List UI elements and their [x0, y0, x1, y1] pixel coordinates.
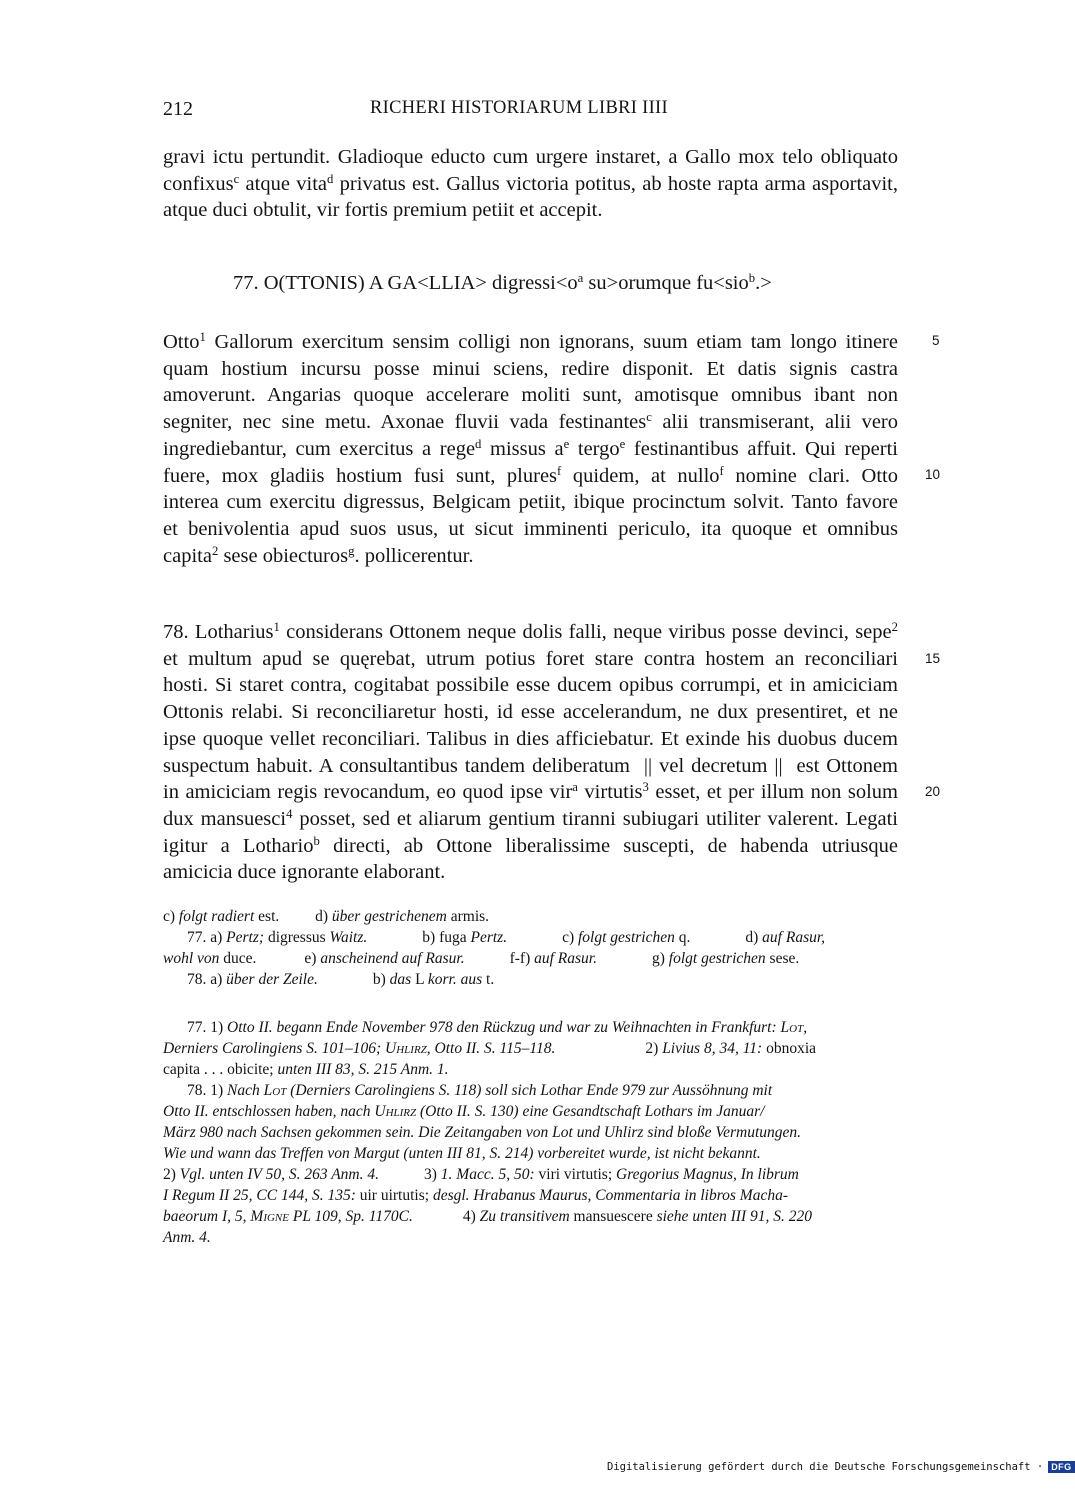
paragraph-77: Otto$^1$ Gallorum exercitum sensim colligi non ignorans, suum etiam tam longo itinere quam hostium incursu posse minui sciens, redire disponit. Et datis signis castra amoverunt. Angarias quoque accelerare moliti sunt, amotisque omnibus ibant non segniter, nec sine metu. Axonae fluvii vada festinantes$^c$ alii transmiserant, alii vero ingrediebantur, cum exercitus a rege$^d$ missus $a^e$ tergo$^e$ festinantibus affuit. Qui reperti fuere, mox gladiis hostium fusi sunt, plures$^f$ quidem, at nullo$^f$ nomine clari. Otto interea cum exercitu digressus, Belgicam petiit, ibique procinctum solvit. Tanto favore et benivolentia apud suos usus, ut sicut imminenti periculo, ita quoque et omnibus capita$^2$ sese obiecturos$^g$. pollicerentur. [163, 330, 898, 567]
paragraph-76-end: gravi ictu pertundit. Gladioque educto cum urgere instaret, a Gallo mox telo obliquato confixus$^c$ atque vita$^d$ privatus est. Gallus victoria potitus, ab hoste rapta arma asportavit, atque duci obtulit, vir fortis premium petiit et accepit. [163, 146, 899, 222]
paragraph-78: 78. Lotharius$^1$ considerans Ottonem neque dolis falli, neque viribus posse devinci, sepe$^2$ et multum apud se quęrebat, utrum potius foret stare contra hostem an reconciliari hosti. Si staret contra, cogitabat possibile esse ducem opibus corrumpi, et in amiciciam Ottonis relabi. Si reconciliaretur hosti, id esse accelerandum, ne dux presentiret, et ne ipse quoque vellet reconciliari. Talibus in dies afficiebatur. Et exinde his duobus ducem suspectum habuit. A consultantibus tandem deliberatum || vel decretum || est Ottonem in amiciciam regis revocandum, eo quod ipse vir$^a$ virtutis$^3$ esset, et per illum non solum dux mansuesci$^4$ posset, sed et aliarum gentium tiranni subiugari utiliter valerent. Legati igitur a Lothario$^b$ directi, ab Ottone liberalissime suscepti, de habenda utriusque amicicia duce ignorante elaborant. [163, 620, 898, 884]
line-number-20: 20 [925, 784, 941, 799]
line-number-15: 15 [925, 651, 941, 666]
chapter-heading-77: 77. O(TTONIS) A GA<LLIA> $digressi<o^a$ su>orumque fu<sio$^b$.> [233, 271, 772, 294]
line-number-5: 5 [932, 333, 940, 348]
dfg-logo: DFG [1048, 1461, 1075, 1473]
historical-notes: 77. 1) Otto II. begann Ende November 978 den Rückzug und war zu Weihnachten in Frankfurt: Lot, Derniers Carolingiens S. 101–106; Uhlirz, Otto II. S. 115–118. 2) Livius 8, 34, 11: obnoxia capita . . . obicite; unten III 83, S. 215 Anm. 1. 78. 1) Nach Lot (Derniers Carolingiens S. 118) soll sich Lothar Ende 979 zur Aussöhnung mit Otto II. entschlossen haben, nach Uhlirz (Otto II. S. 130) eine Gesandtschaft Lothars im Januar/ März 980 nach Sachsen gekommen sein. Die Zeitangaben von Lot und Uhlirz sind bloße Vermutungen. Wie und wann das Treffen von Margut (unten III 81, S. 214) vorbereitet wurde, ist nicht bekannt. 2) Vgl. unten IV 50, S. 263 Anm. 4. 3) 1. Macc. 5, 50: viri virtutis; Gregorius Magnus, In librum I Regum II 25, CC 144, S. 135: uir uirtutis; desgl. Hrabanus Maurus, Commentaria in libros Macha- baeorum I, 5, Migne PL 109, Sp. 1170C. 4) Zu transitivem mansuescere siehe unten III 91, S. 220 Anm. 4. [163, 1019, 817, 1246]
digitization-credit: Digitalisierung gefördert durch die Deutsche Forschungsgemeinschaft · DFG [607, 1461, 1075, 1473]
critical-apparatus: c) folgt radiert est. d) über gestrichenem armis. 77. a) Pertz; digressus Waitz. b) fuga Pertz. c) folgt gestrichen q. d) auf Rasur, wohl von duce. e) anscheinend auf Rasur. f-f) auf Rasur. g) folgt gestrichen sese. 78. a) über der Zeile. b) das L korr. aus t. [163, 908, 826, 988]
running-title: RICHERI HISTORIARUM LIBRI IIII [370, 98, 668, 118]
page-number: 212 [163, 98, 193, 120]
line-number-10: 10 [925, 467, 941, 482]
page-header [163, 98, 903, 126]
